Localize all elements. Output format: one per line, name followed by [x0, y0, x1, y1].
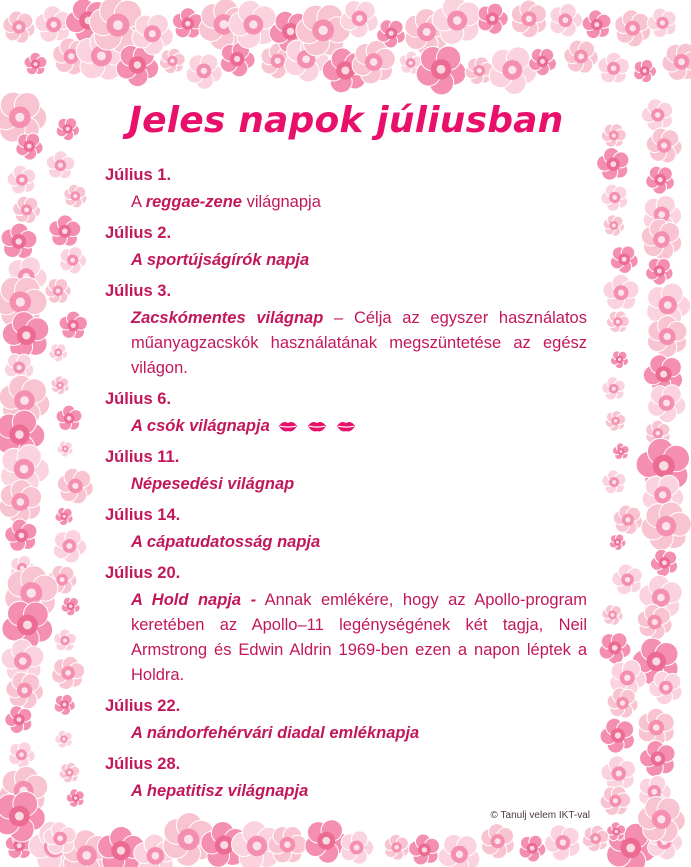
- flower-decoration: [634, 59, 657, 82]
- flower-decoration: [602, 377, 626, 401]
- flower-decoration: [45, 279, 71, 304]
- flower-decoration: [582, 10, 611, 39]
- description-prefix: A: [131, 193, 146, 211]
- entry-date: Július 28.: [105, 755, 181, 773]
- flower-decoration: [646, 258, 673, 285]
- flower-decoration: [54, 694, 75, 715]
- entry-description: [131, 306, 587, 385]
- entry-description: [131, 414, 587, 443]
- entry-date: Július 20.: [105, 564, 181, 582]
- entry-july-3: [105, 277, 587, 385]
- description-highlight: Zacskómentes világnap: [131, 309, 324, 327]
- flower-decoration: [16, 133, 43, 160]
- flower-decoration: [55, 507, 73, 525]
- flower-decoration: [60, 247, 87, 274]
- flower-decoration: [648, 385, 686, 423]
- flower-decoration: [598, 52, 630, 83]
- flower-decoration: [56, 405, 82, 430]
- flower-decoration: [341, 831, 374, 865]
- flower-decoration: [186, 54, 222, 89]
- entry-july-2: [105, 219, 587, 277]
- flower-decoration: [600, 718, 634, 753]
- description-highlight: A hepatitisz világnapja: [131, 782, 309, 800]
- flower-decoration: [613, 505, 642, 534]
- flower-decoration: [610, 351, 628, 369]
- entry-description: [131, 779, 587, 808]
- description-highlight: Népesedési világnap: [131, 475, 295, 493]
- flower-decoration: [7, 165, 36, 194]
- flower-decoration: [607, 688, 638, 718]
- flower-decoration: [5, 519, 37, 551]
- flower-decoration: [615, 10, 651, 47]
- entry-july-14: [105, 501, 587, 559]
- flower-decoration: [52, 656, 85, 689]
- entry-july-22: [105, 692, 587, 750]
- flower-decoration: [51, 376, 69, 395]
- flower-decoration: [609, 534, 626, 551]
- description-highlight: A cápatudatosság napja: [131, 533, 321, 551]
- description-highlight: reggae-zene: [145, 193, 242, 211]
- description-highlight: A Hold napja -: [131, 591, 257, 609]
- flower-decoration: [49, 344, 68, 362]
- entry-description: [131, 721, 587, 750]
- flower-decoration: [641, 99, 672, 131]
- flower-decoration: [607, 822, 626, 841]
- entry-description: [131, 248, 587, 277]
- flower-decoration: [1, 223, 37, 259]
- flower-decoration: [662, 43, 691, 80]
- flower-decoration: [599, 633, 631, 665]
- flower-decoration: [438, 835, 480, 867]
- flower-decoration: [519, 835, 546, 862]
- entry-description: [131, 530, 587, 559]
- flower-decoration: [597, 148, 629, 181]
- description-highlight: A csók világnapja: [131, 417, 270, 435]
- page-title: Jeles napok júliusban: [128, 100, 564, 141]
- entry-date: Július 22.: [105, 697, 181, 715]
- flower-decoration: [601, 756, 636, 791]
- flower-decoration: [64, 184, 87, 208]
- entry-july-20: [105, 559, 587, 692]
- document-page: [105, 100, 587, 808]
- flower-decoration: [59, 762, 80, 783]
- flower-decoration: [172, 8, 203, 38]
- flower-decoration: [648, 316, 687, 358]
- flower-decoration: [54, 629, 77, 651]
- entry-date: Július 11.: [105, 448, 180, 466]
- flower-decoration: [465, 57, 493, 85]
- flower-decoration: [606, 311, 629, 333]
- description-suffix: világnapja: [241, 193, 321, 211]
- flower-decoration: [56, 118, 79, 141]
- flower-decoration: [489, 47, 537, 95]
- flower-decoration: [641, 502, 691, 550]
- flower-decoration: [268, 827, 307, 863]
- flower-decoration: [160, 48, 186, 73]
- kiss-icon: [278, 420, 298, 433]
- flower-decoration: [612, 443, 629, 460]
- entry-date: Július 6.: [105, 390, 172, 408]
- flower-decoration: [637, 604, 672, 639]
- description-suffix: Annak emlékére, hogy az Apollo-program keretében az Apollo–11 legénységének két tagja, Neil Armstrong és Edwin Aldrin 1969-ben ezen a napon léptek a Holdra.: [131, 591, 587, 684]
- flower-decoration: [57, 441, 73, 457]
- flower-decoration: [53, 530, 86, 564]
- flower-decoration: [59, 311, 87, 339]
- flower-decoration: [61, 597, 80, 616]
- flower-decoration: [416, 46, 466, 95]
- flower-decoration: [3, 11, 35, 43]
- flower-decoration: [13, 196, 41, 223]
- kiss-icon: [336, 420, 356, 433]
- entry-description: [131, 190, 587, 219]
- flower-decoration: [603, 215, 625, 237]
- flower-decoration: [564, 40, 598, 73]
- copyright-note: © Tanulj velem IKT-val: [490, 810, 590, 821]
- entry-date: Július 1.: [105, 166, 172, 184]
- flower-decoration: [57, 468, 93, 504]
- flower-decoration: [550, 4, 583, 37]
- flower-decoration: [544, 825, 580, 861]
- flower-decoration: [478, 3, 508, 34]
- entry-date: Július 14.: [105, 506, 181, 524]
- flower-decoration: [5, 706, 32, 734]
- entry-july-6: [105, 385, 587, 443]
- flower-decoration: [646, 128, 682, 163]
- description-highlight: A sportújságírók napja: [131, 251, 310, 269]
- flower-decoration: [646, 166, 675, 194]
- flower-decoration: [600, 786, 631, 815]
- entry-description: [131, 588, 587, 692]
- entry-date: Július 2.: [105, 224, 172, 242]
- flower-decoration: [24, 52, 47, 74]
- flower-decoration: [612, 564, 642, 595]
- flower-decoration: [601, 124, 626, 147]
- entry-july-28: [105, 750, 587, 808]
- flower-decoration: [409, 834, 440, 865]
- entry-july-1: [105, 161, 587, 219]
- entry-date: Július 3.: [105, 282, 172, 300]
- flower-decoration: [647, 8, 676, 37]
- flower-decoration: [66, 789, 84, 807]
- kiss-icon: [307, 420, 327, 433]
- flower-decoration: [481, 824, 515, 859]
- flower-decoration: [610, 246, 638, 274]
- flower-decoration: [9, 742, 35, 769]
- flower-decoration: [55, 730, 73, 748]
- flower-decoration: [49, 215, 81, 246]
- flower-decoration: [605, 411, 626, 432]
- entry-description: [131, 472, 587, 501]
- flower-decoration: [511, 0, 546, 38]
- description-suffix: – Célja az egyszer használatos műanyagzacskók használatának megszüntetése az egész világon.: [131, 309, 587, 377]
- flower-decoration: [650, 549, 677, 576]
- flower-decoration: [603, 274, 639, 309]
- flower-decoration: [384, 834, 409, 860]
- flower-decoration: [602, 605, 623, 626]
- flower-decoration: [582, 825, 609, 851]
- flower-decoration: [602, 470, 626, 494]
- flower-decoration: [46, 151, 74, 179]
- flower-decoration: [601, 184, 628, 211]
- description-highlight: A nándorfehérvári diadal emléknapja: [131, 724, 420, 742]
- entry-july-11: [105, 443, 587, 501]
- flower-decoration: [640, 741, 676, 777]
